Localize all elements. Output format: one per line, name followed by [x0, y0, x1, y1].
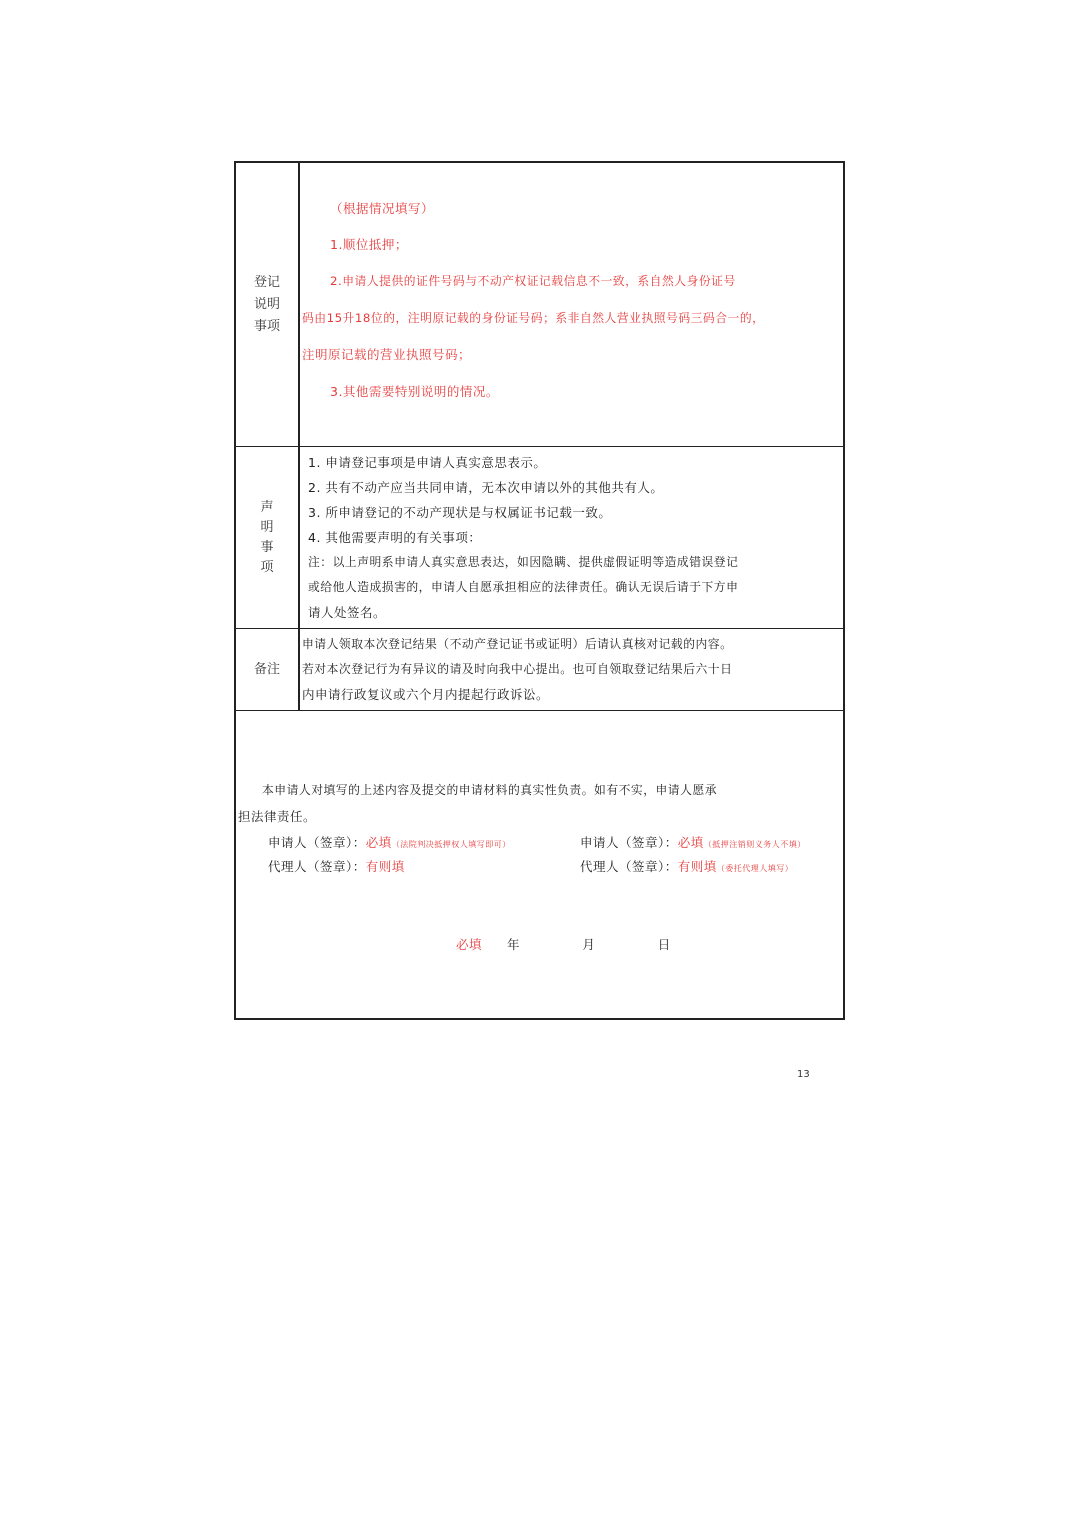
declaration-content	[300, 447, 843, 628]
remark-line: 内申请行政复议或六个月内提起行政诉讼。	[302, 687, 550, 702]
registration-notes-label	[236, 163, 300, 446]
responsibility-statement: 本申请人对填写的上述内容及提交的申请材料的真实性负责。如有不实，申请人愿承	[262, 783, 717, 797]
declaration-line: 或给他人造成损害的，申请人自愿承担相应的法律责任。确认无误后请于下方申	[308, 580, 739, 594]
applicant-note: （法院判决抵押权人填写即可）	[391, 840, 511, 849]
declaration-line: 3. 所申请登记的不动产现状是与权属证书记载一致。	[308, 505, 612, 520]
required-mark: 必填	[677, 835, 704, 850]
note-line: 1.顺位抵押；	[330, 237, 408, 252]
label-text: 备注	[253, 661, 280, 677]
right-applicant-signature-field[interactable]	[580, 833, 806, 851]
agent-label: 代理人（签章）：	[580, 859, 678, 874]
page-number: 13	[797, 1069, 810, 1080]
left-applicant-signature-field[interactable]	[268, 833, 511, 851]
remarks-label	[236, 629, 300, 710]
declaration-line: 请人处签名。	[308, 605, 387, 620]
note-line: 码由15升18位的，注明原记载的身份证号码；系非自然人营业执照号码三码合一的，	[302, 311, 765, 325]
label-line: 明	[260, 519, 274, 535]
applicant-label: 申请人（签章）：	[580, 835, 678, 850]
optional-mark: 有则填	[677, 859, 717, 874]
left-agent-signature-field[interactable]	[268, 857, 405, 875]
registration-notes-content[interactable]	[300, 163, 843, 446]
remarks-row	[236, 629, 843, 711]
remark-line: 申请人领取本次登记结果（不动产登记证书或证明）后请认真核对记载的内容。	[302, 637, 733, 651]
label-line: 事	[260, 539, 274, 555]
date-month-label: 月	[582, 937, 596, 952]
required-mark: 必填	[365, 835, 392, 850]
note-line: 2.申请人提供的证件号码与不动产权证记载信息不一致，系自然人身份证号	[330, 274, 736, 288]
right-agent-signature-field[interactable]	[580, 857, 793, 875]
declaration-line: 4. 其他需要声明的有关事项：	[308, 530, 482, 545]
registration-form-table	[234, 161, 845, 1020]
responsibility-statement: 担法律责任。	[238, 809, 317, 824]
label-line: 项	[260, 559, 274, 575]
optional-mark: 有则填	[365, 859, 405, 874]
declaration-line: 1. 申请登记事项是申请人真实意思表示。	[308, 455, 547, 470]
date-year-label: 年	[506, 937, 520, 952]
label-line: 声	[260, 499, 274, 515]
label-line: 事项	[253, 318, 280, 334]
remark-line: 若对本次登记行为有异议的请及时向我中心提出。也可自领取登记结果后六十日	[302, 662, 733, 676]
declaration-line: 2. 共有不动产应当共同申请，无本次申请以外的其他共有人。	[308, 480, 664, 495]
date-field[interactable]	[456, 935, 671, 953]
date-day-label: 日	[657, 937, 671, 952]
note-line: （根据情况填写）	[330, 201, 435, 216]
required-mark: 必填	[456, 937, 483, 952]
agent-label: 代理人（签章）：	[268, 859, 366, 874]
note-line: 3.其他需要特别说明的情况。	[330, 384, 499, 399]
declaration-row	[236, 447, 843, 629]
applicant-label: 申请人（签章）：	[268, 835, 366, 850]
agent-note: （委托代理人填写）	[716, 864, 794, 873]
label-line: 登记	[253, 274, 280, 290]
applicant-note: （抵押注销则义务人不填）	[703, 840, 806, 849]
declaration-line: 注：以上声明系申请人真实意思表达，如因隐瞒、提供虚假证明等造成错误登记	[308, 555, 739, 569]
remarks-content	[300, 629, 843, 710]
registration-notes-row	[236, 163, 843, 447]
declaration-label	[236, 447, 300, 628]
label-line: 说明	[253, 296, 280, 312]
signature-section	[236, 711, 843, 1022]
note-line: 注明原记载的营业执照号码；	[302, 347, 472, 362]
